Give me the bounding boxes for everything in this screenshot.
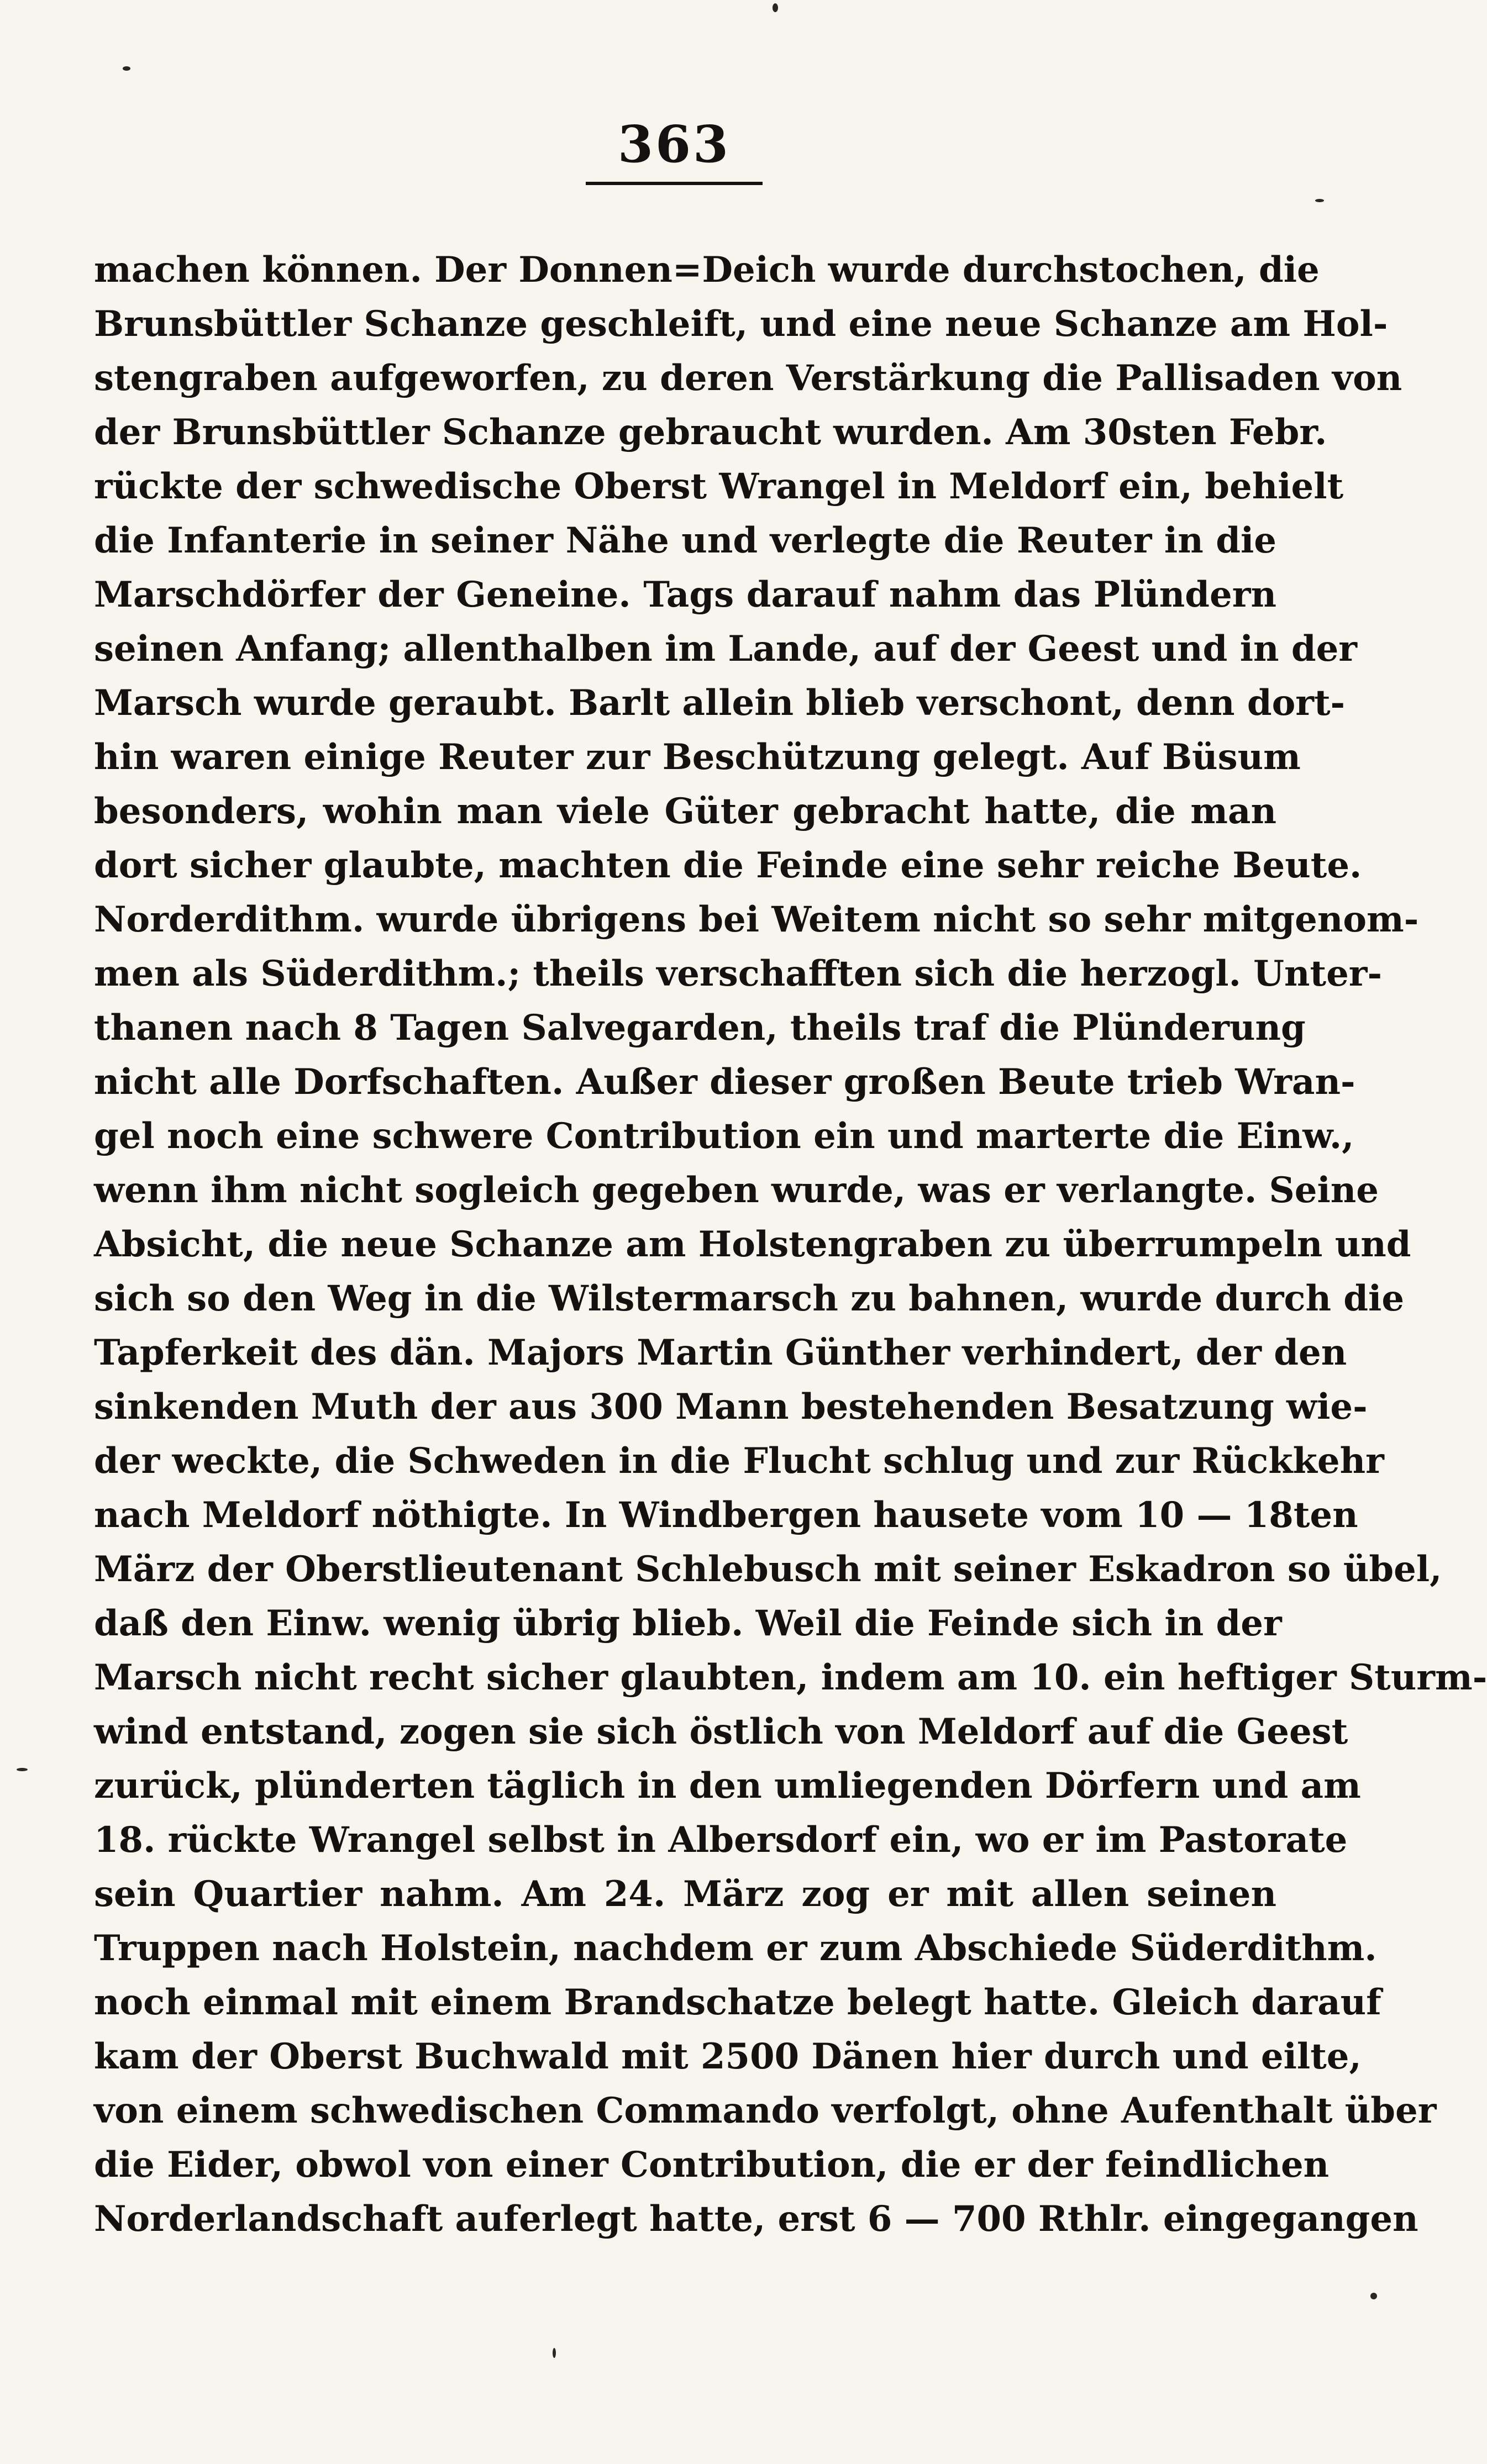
header-rule xyxy=(586,182,763,185)
text-line: stengraben aufgeworfen, zu deren Verstärkung die Pallisaden von xyxy=(94,357,1402,399)
text-line: noch einmal mit einem Brandschatze belegt hatte. Gleich darauf xyxy=(94,1982,1381,2023)
print-speck xyxy=(1370,2293,1377,2299)
text-line: der Brunsbüttler Schanze gebraucht wurden. Am 30sten Febr. xyxy=(94,412,1327,453)
text-line: kam der Oberst Buchwald mit 2500 Dänen hier durch und eilte, xyxy=(94,2036,1362,2077)
text-line: men als Süderdithm.; theils verschafften sich die herzogl. Unter- xyxy=(94,953,1383,994)
body-text xyxy=(94,243,1487,2246)
text-line: Tapferkeit des dän. Majors Martin Günther verhindert, der den xyxy=(94,1332,1347,1373)
text-line: rückte der schwedische Oberst Wrangel in Meldorf ein, behielt xyxy=(94,466,1344,507)
text-line: seinen Anfang; allenthalben im Lande, auf der Geest und in der xyxy=(94,628,1357,670)
text-line: Truppen nach Holstein, nachdem er zum Abschiede Süderdithm. xyxy=(94,1928,1377,1969)
text-line: nach Meldorf nöthigte. In Windbergen hausete vom 10 — 18ten xyxy=(94,1494,1358,1536)
text-line: wind entstand, zogen sie sich östlich von Meldorf auf die Geest xyxy=(94,1711,1348,1752)
text-line: von einem schwedischen Commando verfolgt, ohne Aufenthalt über xyxy=(94,2090,1437,2131)
text-line: thanen nach 8 Tagen Salvegarden, theils traf die Plünderung xyxy=(94,1007,1306,1049)
text-line: Brunsbüttler Schanze geschleift, und eine neue Schanze am Hol- xyxy=(94,303,1388,345)
print-speck xyxy=(553,2348,556,2358)
text-line: Marschdörfer der Geneine. Tags darauf nahm das Plündern xyxy=(94,574,1276,615)
text-line: wenn ihm nicht sogleich gegeben wurde, was er verlangte. Seine xyxy=(94,1170,1379,1211)
print-speck xyxy=(1315,199,1324,202)
page-header xyxy=(580,114,768,185)
page-number: 363 xyxy=(617,114,731,174)
text-line: Norderlandschaft auferlegt hatte, erst 6 — 700 Rthlr. eingegangen xyxy=(94,2198,1418,2240)
text-line: sinkenden Muth der aus 300 Mann bestehenden Besatzung wie- xyxy=(94,1386,1368,1428)
text-line: die Infanterie in seiner Nähe und verlegte die Reuter in die xyxy=(94,520,1276,561)
text-line: nicht alle Dorfschaften. Außer dieser großen Beute trieb Wran- xyxy=(94,1061,1355,1103)
text-line: sein Quartier nahm. Am 24. März zog er mit allen seinen xyxy=(94,1873,1276,1915)
print-speck xyxy=(17,1768,28,1771)
text-line: Marsch nicht recht sicher glaubten, indem am 10. ein heftiger Sturm- xyxy=(94,1657,1487,1698)
text-line: gel noch eine schwere Contribution ein und marterte die Einw., xyxy=(94,1115,1354,1157)
text-line: besonders, wohin man viele Güter gebracht hatte, die man xyxy=(94,791,1276,832)
text-line: Absicht, die neue Schanze am Holstengraben zu überrumpeln und xyxy=(94,1224,1411,1265)
text-line: Marsch wurde geraubt. Barlt allein blieb verschont, denn dort- xyxy=(94,682,1346,724)
text-line: der weckte, die Schweden in die Flucht schlug und zur Rückkehr xyxy=(94,1440,1384,1482)
text-line: März der Oberstlieutenant Schlebusch mit seiner Eskadron so übel, xyxy=(94,1549,1442,1590)
text-line: daß den Einw. wenig übrig blieb. Weil die Feinde sich in der xyxy=(94,1603,1282,1644)
text-line: machen können. Der Donnen=Deich wurde durchstochen, die xyxy=(94,249,1320,291)
text-line: dort sicher glaubte, machten die Feinde eine sehr reiche Beute. xyxy=(94,845,1362,886)
print-speck xyxy=(773,3,778,12)
text-line: die Eider, obwol von einer Contribution, die er der feindlichen xyxy=(94,2144,1330,2186)
print-speck xyxy=(123,66,130,71)
text-line: zurück, plünderten täglich in den umliegenden Dörfern und am xyxy=(94,1765,1361,1807)
text-line: sich so den Weg in die Wilstermarsch zu bahnen, wurde durch die xyxy=(94,1278,1405,1319)
text-line: Norderdithm. wurde übrigens bei Weitem nicht so sehr mitgenom- xyxy=(94,899,1419,940)
text-line: 18. rückte Wrangel selbst in Albersdorf ein, wo er im Pastorate xyxy=(94,1819,1348,1861)
text-line: hin waren einige Reuter zur Beschützung gelegt. Auf Büsum xyxy=(94,736,1301,778)
